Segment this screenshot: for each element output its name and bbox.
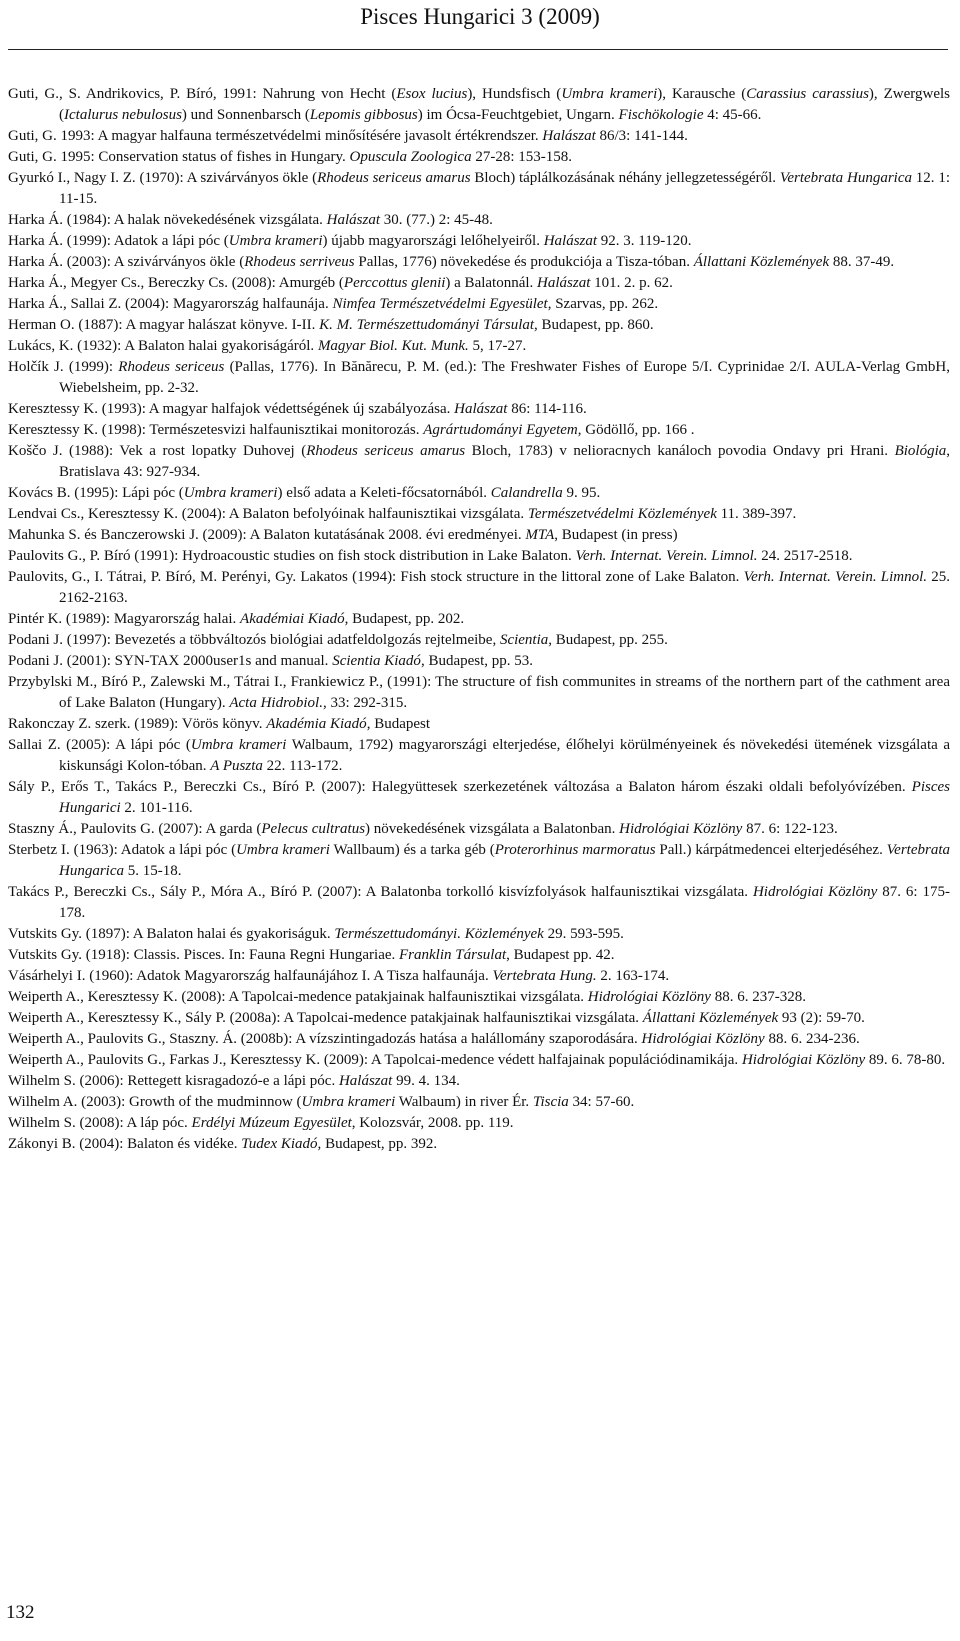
reference-italic-text: Halászat [454, 401, 508, 417]
reference-text: Sallai Z. (2005): A lápi póc ( [8, 737, 191, 753]
reference-italic-text: Umbra krameri [561, 86, 658, 102]
reference-italic-text: Állattani Közlemények [693, 254, 830, 270]
reference-italic-text: Pelecus cultratus [261, 821, 366, 837]
reference-italic-text: Hidrológiai Közlöny [741, 1052, 866, 1068]
reference-italic-text: Halászat [326, 212, 380, 228]
reference-entry [8, 315, 950, 336]
reference-italic-text: Umbra krameri [228, 233, 323, 249]
reference-list [8, 84, 950, 1155]
reference-italic-text: Hidrológiai Közlöny [641, 1031, 765, 1047]
reference-italic-text: Nimfea Természetvédelmi Egyesület [332, 296, 548, 312]
reference-text: Lukács, K. (1932): A Balaton halai gyakoriságáról. [8, 338, 318, 354]
reference-italic-text: K. M. Természettudományi Társulat [319, 317, 535, 333]
reference-text: 5. 15-18. [124, 863, 182, 879]
reference-italic-text: Hidrológiai Közlöny [752, 884, 878, 900]
reference-text: Weiperth A., Paulovits G., Farkas J., Keresztessy K. (2009): A Tapolcai-medence védett halfajainak populációdinamikája. [8, 1052, 742, 1068]
reference-italic-text: Acta Hidrobiol. [229, 695, 323, 711]
reference-text: Herman O. (1887): A magyar halászat könyve. I-II. [8, 317, 320, 333]
reference-text: , Budapest, pp. 53. [420, 653, 534, 669]
reference-entry [8, 210, 950, 231]
reference-text: 2. 101-116. [120, 800, 193, 816]
reference-text: Sály P., Erős T., Takács P., Bereczki Cs., Bíró P. (2007): Halegyüttesek szerkezetének változása a Balaton három északi oldali befolyóvízében. [8, 779, 912, 795]
reference-text: Walbaum, 1792) magyarországi elterjedése, élőhelyi körülményeinek és növekedési ütemének vizsgálata a kiskunsági Kolon-tóban. [59, 737, 951, 774]
reference-text: Walbaum) in river Ér. [395, 1094, 533, 1110]
reference-text: ), Zwergwels ( [59, 86, 951, 123]
reference-entry [8, 840, 950, 882]
reference-text: ), Karausche ( [657, 86, 747, 102]
reference-text: Przybylski M., Bíró P., Zalewski M., Tátrai I., Frankiewicz P., (1991): The structure of fish communites in streams of the northern part of the cathment area of Lake Balaton (Hungary). [8, 674, 950, 711]
reference-text: Pallas, 1776) növekedése és produkciója a Tisza-tóban. [354, 254, 694, 270]
reference-italic-text: Akadémia Kiadó [266, 716, 367, 732]
reference-entry [8, 882, 950, 924]
reference-italic-text: Calandrella [490, 485, 563, 501]
reference-entry [8, 987, 950, 1008]
reference-text: Wilhelm S. (2008): A láp póc. [8, 1115, 192, 1131]
reference-italic-text: MTA [525, 527, 555, 543]
reference-text: , 33: 292-315. [322, 695, 408, 711]
reference-text: Sterbetz I. (1963): Adatok a lápi póc ( [8, 842, 237, 858]
reference-italic-text: Carassius carassius [746, 86, 869, 102]
reference-italic-text: Akadémiai Kiadó [240, 611, 345, 627]
reference-italic-text: Proterorhinus marmoratus [494, 842, 656, 858]
reference-entry [8, 441, 950, 483]
reference-text: 99. 4. 134. [392, 1073, 460, 1089]
reference-italic-text: Esox lucius [396, 86, 468, 102]
reference-text: Takács P., Bereczki Cs., Sály P., Móra A., Bíró P. (2007): A Balatonba torkolló kisvízfolyások halfaunisztikai vizsgálata. [8, 884, 753, 900]
reference-text: 25. 2162-2163. [59, 569, 951, 606]
reference-italic-text: Perccottus glenii [343, 275, 446, 291]
reference-text: , Bratislava 43: 927-934. [59, 443, 950, 480]
reference-text: (Pallas, 1776). In Bănărecu, P. M. (ed.): The Freshwater Fishes of Europe 5/I. Cyprinidae 2/I. AULA-Verlag GmbH, Wiebelsheim, pp. 2-32. [59, 359, 950, 396]
reference-text: Weiperth A., Paulovits G., Staszny. Á. (2008b): A vízszintingadozás hatása a halállomány szaporodására. [8, 1031, 642, 1047]
reference-italic-text: Umbra krameri [301, 1094, 396, 1110]
reference-text: 87. 6: 122-123. [742, 821, 838, 837]
reference-text: Paulovits G., P. Bíró (1991): Hydroacoustic studies on fish stock distribution in Lake Balaton. [8, 548, 576, 564]
reference-italic-text: Ictalurus nebulosus [64, 107, 182, 123]
reference-text: Podani J. (1997): Bevezetés a többváltozós biológiai adatfeldolgozás rejtelmeibe, [8, 632, 500, 648]
reference-italic-text: Rhodeus sericeus amarus [306, 443, 466, 459]
reference-text: 86: 114-116. [507, 401, 587, 417]
reference-entry [8, 168, 950, 210]
reference-italic-text: Pisces Hungarici [59, 779, 950, 816]
reference-text: , Budapest [366, 716, 431, 732]
reference-italic-text: Rhodeus serriveus [244, 254, 355, 270]
reference-entry [8, 357, 950, 399]
reference-italic-text: Halászat [542, 128, 596, 144]
reference-italic-text: Umbra krameri [190, 737, 287, 753]
reference-text: 24. 2517-2518. [757, 548, 853, 564]
reference-text: Vutskits Gy. (1918): Classis. Pisces. In: Fauna Regni Hungariae. [8, 947, 400, 963]
reference-text: Harka Á., Sallai Z. (2004): Magyarország halfaunája. [8, 296, 333, 312]
reference-italic-text: Halászat [537, 275, 591, 291]
reference-italic-text: Verh. Internat. Verein. Limnol. [575, 548, 758, 564]
reference-text: , Kolozsvár, 2008. pp. 119. [351, 1115, 514, 1131]
reference-text: Staszny Á., Paulovits G. (2007): A garda ( [8, 821, 262, 837]
reference-italic-text: Magyar Biol. Kut. Munk. [317, 338, 469, 354]
reference-text: Harka Á., Megyer Cs., Bereczky Cs. (2008): Amurgéb ( [8, 275, 344, 291]
reference-text: 34: 57-60. [568, 1094, 635, 1110]
reference-text: 4: 45-66. [703, 107, 762, 123]
reference-entry [8, 966, 950, 987]
reference-entry [8, 1134, 950, 1155]
reference-text: Pall.) kárpátmedencei elterjedéséhez. [655, 842, 887, 858]
reference-entry [8, 924, 950, 945]
reference-entry [8, 126, 950, 147]
reference-text: Harka Á. (1984): A halak növekedésének vizsgálata. [8, 212, 327, 228]
reference-entry [8, 546, 950, 567]
reference-italic-text: Vertebrata Hungarica [779, 170, 912, 186]
reference-italic-text: Biológia [894, 443, 947, 459]
reference-text: Weiperth A., Keresztessy K. (2008): A Tapolcai-medence patakjainak halfaunisztikai vizsgálata. [8, 989, 588, 1005]
reference-entry [8, 567, 950, 609]
reference-text: 101. 2. p. 62. [590, 275, 673, 291]
reference-text: Harka Á. (1999): Adatok a lápi póc ( [8, 233, 229, 249]
reference-text: Vásárhelyi I. (1960): Adatok Magyarország halfaunájához I. A Tisza halfaunája. [8, 968, 493, 984]
reference-text: Paulovits, G., I. Tátrai, P. Bíró, M. Perényi, Gy. Lakatos (1994): Fish stock structure in the littoral zone of Lake Balaton. [8, 569, 744, 585]
reference-italic-text: Rhodeus sericeus [118, 359, 225, 375]
reference-text: Bloch) táplálkozásának néhány jellegzetességéről. [470, 170, 780, 186]
reference-text: , Szarvas, pp. 262. [547, 296, 659, 312]
reference-text: 93 (2): 59-70. [778, 1010, 865, 1026]
reference-italic-text: Opuscula Zoologica [349, 149, 472, 165]
reference-text: 88. 6. 237-328. [710, 989, 806, 1005]
reference-entry [8, 777, 950, 819]
reference-entry [8, 294, 950, 315]
reference-entry [8, 273, 950, 294]
reference-text: Bloch, 1783) v nelioracnych kanáloch povodia Ondavy pri Hrani. [465, 443, 895, 459]
reference-entry [8, 525, 950, 546]
reference-text: Wilhelm A. (2003): Growth of the mudminnow ( [8, 1094, 302, 1110]
reference-entry [8, 252, 950, 273]
reference-italic-text: Halászat [543, 233, 598, 249]
reference-text: ) újabb magyarországi lelőhelyeiről. [322, 233, 544, 249]
reference-italic-text: Agrártudományi Egyetem [423, 422, 578, 438]
reference-text: Rakonczay Z. szerk. (1989): Vörös könyv. [8, 716, 267, 732]
reference-italic-text: Állattani Közlemények [642, 1010, 779, 1026]
reference-text: ) im Ócsa-Feuchtgebiet, Ungarn. [417, 107, 619, 123]
reference-entry [8, 630, 950, 651]
reference-entry [8, 1092, 950, 1113]
reference-entry [8, 399, 950, 420]
reference-entry [8, 504, 950, 525]
reference-text: Pintér K. (1989): Magyarország halai. [8, 611, 241, 627]
reference-text: 22. 113-172. [262, 758, 343, 774]
reference-text: ) a Balatonnál. [445, 275, 538, 291]
reference-text: Keresztessy K. (1993): A magyar halfajok védettségének új szabályozása. [8, 401, 455, 417]
reference-text: 88. 37-49. [829, 254, 895, 270]
reference-text: , Budapest pp. 42. [506, 947, 615, 963]
reference-text: ) első adata a Keleti-főcsatornából. [277, 485, 491, 501]
reference-italic-text: Hidrológiai Közlöny [619, 821, 743, 837]
reference-text: Kovács B. (1995): Lápi póc ( [8, 485, 184, 501]
reference-text: Harka Á. (2003): A szivárványos ökle ( [8, 254, 245, 270]
reference-italic-text: Franklin Társulat [399, 947, 507, 963]
reference-text: Budapest, pp. 392. [321, 1136, 438, 1152]
reference-text: 89. 6. 78-80. [865, 1052, 946, 1068]
reference-italic-text: Umbra krameri [183, 485, 278, 501]
reference-text: ) und Sonnenbarsch ( [181, 107, 310, 123]
reference-entry [8, 609, 950, 630]
reference-text: ) növekedésének vizsgálata a Balatonban. [365, 821, 620, 837]
reference-italic-text: Hidrológiai Közlöny [587, 989, 711, 1005]
reference-entry [8, 1071, 950, 1092]
reference-text: , Budapest, pp. 255. [548, 632, 668, 648]
reference-text: 92. 3. 119-120. [597, 233, 692, 249]
reference-text: Gyurkó I., Nagy I. Z. (1970): A szivárványos ökle ( [8, 170, 318, 186]
reference-italic-text: Vertebrata Hung. [492, 968, 597, 984]
reference-italic-text: Scientia [499, 632, 549, 648]
reference-italic-text: Vertebrata Hungarica [59, 842, 950, 879]
reference-entry [8, 672, 950, 714]
reference-text: 29. 593-595. [543, 926, 624, 942]
reference-entry [8, 483, 950, 504]
reference-text: Vutskits Gy. (1897): A Balaton halai és gyakoriságuk. [8, 926, 335, 942]
reference-text: Zákonyi B. (2004): Balaton és vidéke. [8, 1136, 242, 1152]
reference-italic-text: Tiscia [532, 1094, 569, 1110]
reference-italic-text: Verh. Internat. Verein. Limnol. [743, 569, 928, 585]
page-number: 132 [6, 1602, 35, 1623]
reference-text: 2. 163-174. [596, 968, 670, 984]
reference-entry [8, 735, 950, 777]
reference-text: , Budapest (in press) [554, 527, 678, 543]
reference-text: , Budapest, pp. 202. [344, 611, 465, 627]
reference-entry [8, 84, 950, 126]
reference-entry [8, 1050, 950, 1071]
reference-text: , Gödöllő, pp. 166 . [577, 422, 695, 438]
reference-text: Lendvai Cs., Keresztessy K. (2004): A Balaton befolyóinak halfaunisztikai vizsgálata. [8, 506, 528, 522]
reference-italic-text: Rhodeus sericeus amarus [317, 170, 471, 186]
reference-italic-text: Fischökologie [618, 107, 704, 123]
reference-text: 12. 1: 11-15. [59, 170, 951, 207]
reference-text: 87. 6: 175-178. [59, 884, 950, 921]
reference-text: Guti, G. 1993: A magyar halfauna természetvédelmi minősítésére javasolt értékrendszer. [8, 128, 543, 144]
reference-text: Wilhelm S. (2006): Rettegett kisragadozó-e a lápi póc. [8, 1073, 339, 1089]
reference-text: 11. 389-397. [716, 506, 797, 522]
reference-text: 5, 17-27. [468, 338, 527, 354]
reference-text: 9. 95. [562, 485, 601, 501]
reference-entry [8, 714, 950, 735]
reference-text: 27-28: 153-158. [471, 149, 573, 165]
reference-text: 88. 6. 234-236. [764, 1031, 860, 1047]
reference-italic-text: Természettudományi. Közlemények [334, 926, 544, 942]
reference-text: Weiperth A., Keresztessy K., Sály P. (2008a): A Tapolcai-medence patakjainak halfaunisztikai vizsgálata. [8, 1010, 643, 1026]
reference-entry [8, 336, 950, 357]
reference-italic-text: Scientia Kiadó [332, 653, 421, 669]
reference-entry [8, 1008, 950, 1029]
reference-entry [8, 1029, 950, 1050]
reference-entry [8, 231, 950, 252]
reference-text: Guti, G. 1995: Conservation status of fishes in Hungary. [8, 149, 350, 165]
reference-text: , Budapest, pp. 860. [534, 317, 654, 333]
reference-italic-text: Erdélyi Múzeum Egyesület [191, 1115, 352, 1131]
reference-italic-text: Természetvédelmi Közlemények [527, 506, 717, 522]
reference-entry [8, 1113, 950, 1134]
reference-entry [8, 147, 950, 168]
reference-text: Podani J. (2001): SYN-TAX 2000user1s and manual. [8, 653, 333, 669]
reference-italic-text: Lepomis gibbosus [309, 107, 418, 123]
reference-text: Mahunka S. és Banczerowski J. (2009): A Balaton kutatásának 2008. évi eredményei. [8, 527, 526, 543]
reference-text: ), Hundsfisch ( [467, 86, 562, 102]
reference-entry [8, 819, 950, 840]
reference-text: 86/3: 141-144. [595, 128, 688, 144]
running-header: Pisces Hungarici 3 (2009) [360, 4, 600, 29]
reference-italic-text: A Puszta [210, 758, 263, 774]
reference-entry [8, 651, 950, 672]
reference-text: 30. (77.) 2: 45-48. [379, 212, 493, 228]
reference-text: Holčík J. (1999): [8, 359, 119, 375]
reference-text: Guti, G., S. Andrikovics, P. Bíró, 1991: Nahrung von Hecht ( [8, 86, 397, 102]
reference-text: Keresztessy K. (1998): Természetesvizi halfaunisztikai monitorozás. [8, 422, 424, 438]
reference-italic-text: Umbra krameri [236, 842, 330, 858]
reference-text: Wallbaum) és a tarka géb ( [329, 842, 495, 858]
reference-italic-text: Tudex Kiadó, [241, 1136, 322, 1152]
reference-entry [8, 945, 950, 966]
header-divider [8, 49, 948, 50]
reference-text: Koščo J. (1988): Vek a rost lopatky Duhovej ( [8, 443, 307, 459]
reference-italic-text: Halászat [338, 1073, 393, 1089]
reference-entry [8, 420, 950, 441]
